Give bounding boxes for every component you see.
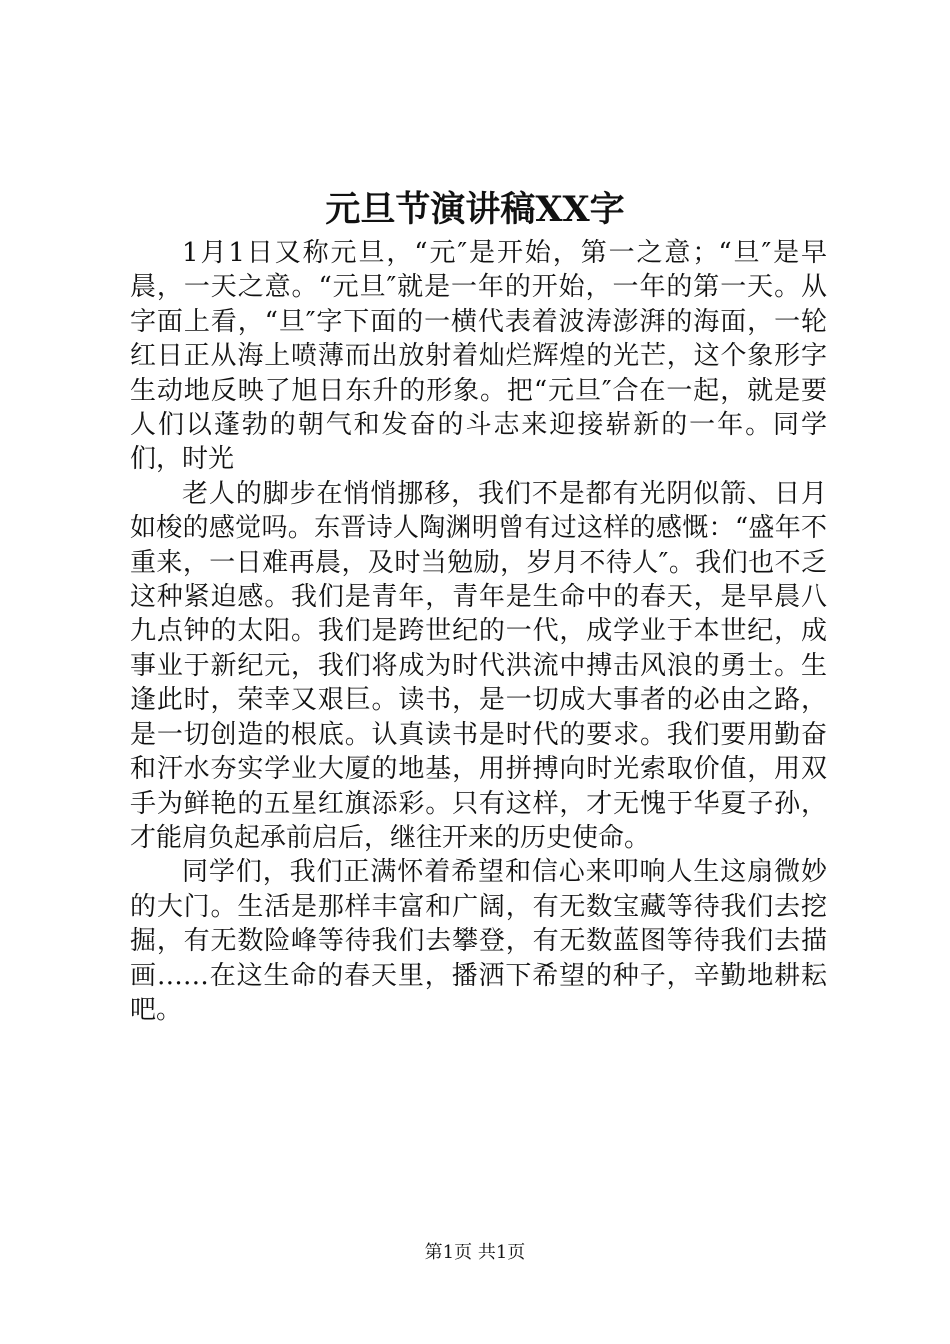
paragraph-1: 1月1日又称元旦，“元″是开始，第一之意；“旦″是早晨，一天之意。“元旦″就是一年的开始，一年的第一天。从字面上看，“旦″字下面的一横代表着波涛澎湃的海面，一轮红日正从海上喷薄而出放射着灿烂辉煌的光芒，这个象形字生动地反映了旭日东升的形象。把“元旦″合在一起，就是要人们以蓬勃的朝气和发奋的斗志来迎接崭新的一年。同学们，时光	[130, 238, 827, 475]
page-footer: 第1页 共1页	[424, 1242, 526, 1263]
document-body	[130, 236, 827, 1027]
paragraph-3: 同学们，我们正满怀着希望和信心来叩响人生这扇微妙的大门。生活是那样丰富和广阔，有无数宝藏等待我们去挖掘，有无数险峰等待我们去攀登，有无数蓝图等待我们去描画……在这生命的春天里，播洒下希望的种子，辛勤地耕耘吧。	[130, 857, 827, 1025]
document-title: 元旦节演讲稿XX字	[325, 189, 625, 230]
paragraph-2: 老人的脚步在悄悄挪移，我们不是都有光阴似箭、日月如梭的感觉吗。东晋诗人陶渊明曾有过这样的感慨：“盛年不重来，一日难再晨，及时当勉励，岁月不待人″。我们也不乏这种紧迫感。我们是青年，青年是生命中的春天，是早晨八九点钟的太阳。我们是跨世纪的一代，成学业于本世纪，成事业于新纪元，我们将成为时代洪流中搏击风浪的勇士。生逢此时，荣幸又艰巨。读书，是一切成大事者的必由之路，是一切创造的根底。认真读书是时代的要求。我们要用勤奋和汗水夯实学业大厦的地基，用拼搏向时光索取价值，用双手为鲜艳的五星红旗添彩。只有这样，才无愧于华夏子孙，才能肩负起承前启后，继往开来的历史使命。	[130, 478, 827, 853]
